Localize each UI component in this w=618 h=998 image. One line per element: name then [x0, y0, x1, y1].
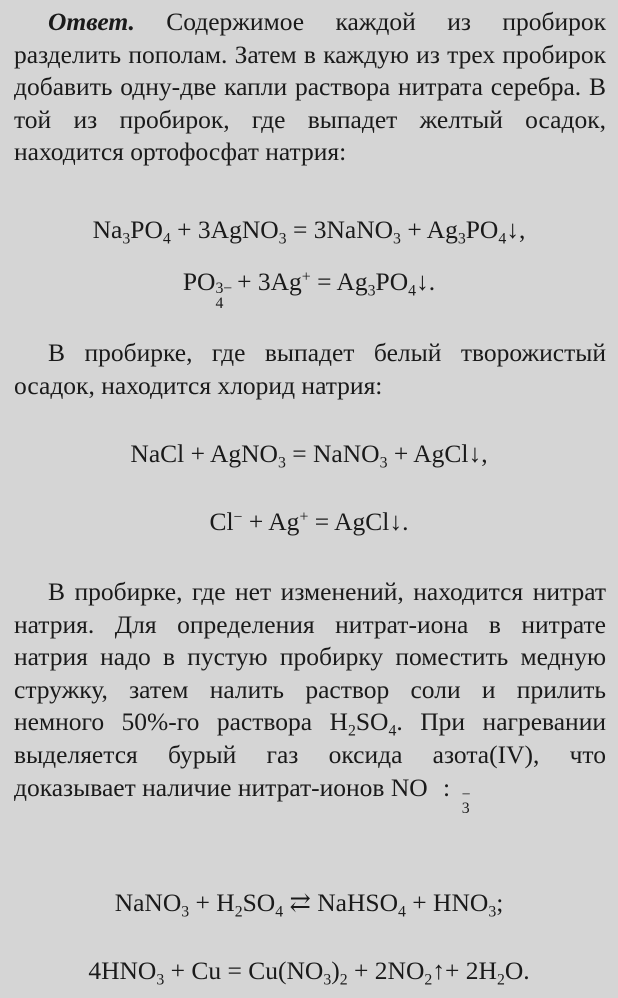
paragraph-2: В пробирке, где выпадет белый творожистый осадок, находится хлорид натрия:	[14, 338, 606, 400]
paragraph-3-tail: При нагревании выделяется бурый газ оксида азота(IV), что доказывает наличие нитрат-ионов	[14, 707, 606, 802]
paragraph-3-text: В пробирке, где нет изменений, находится нитрат натрия. Для определения нитрат-иона в нитрате натрия надо в пустую пробирку поместить медную стружку, затем налить раствор соли и прилить немного 50%-го раствора H	[14, 577, 606, 737]
equation-4: Cl− + Ag+ = AgCl↓.	[209, 507, 409, 536]
equation-3: NaCl + AgNO$_3$ = NaNO$_3$ + AgCl↓,	[130, 439, 488, 472]
equation-6: $4HNO_3 + Cu = Cu(NO_3)_2$ + $2NO_2↑+ 2H_2O$.	[88, 956, 530, 989]
equation-5: NaNO$_3$ + $H_2SO_4$ ⇄ NaHSO$_4$ + $HNO_3$;	[114, 888, 504, 921]
paragraph-3: В пробирке, где нет изменений, находится нитрат натрия. Для определения нитрат-иона в нитрате натрия надо в пустую пробирку поместить медную стружку, затем налить раствор соли и прилить немного 50%-го раствора $H_2SO_4$. При нагревании выделяется бурый газ оксида азота(IV), что доказывает наличие нитрат-ионов NO − 3 :	[14, 577, 606, 818]
paragraph-1-text: Содержимое каждой из пробирок разделить пополам. Затем в каждую из трех пробирок добавить одну-две капли раствора нитрата серебра. В той из пробирок, где выпадет желтый осадок, находится ортофосфат натрия:	[14, 7, 606, 167]
answer-label: Ответ.	[48, 7, 135, 36]
equation-1: $Na_3PO_4$ + 3AgNO$_3$ = 3NaNO$_3$ + $Ag_3PO_4↓$,	[92, 215, 526, 248]
equation-2: PO 3− 4 + $3Ag^+ = Ag_3PO_4↓$.	[182, 267, 436, 312]
paragraph-1	[14, 6, 606, 169]
